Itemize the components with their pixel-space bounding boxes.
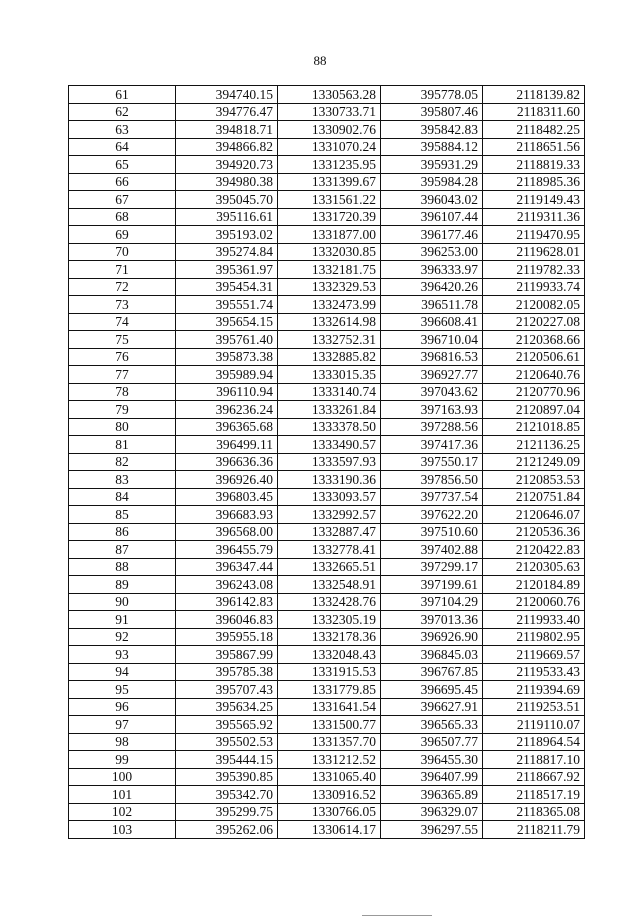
y1-cell: 1331235.95 — [278, 156, 381, 174]
y1-cell: 1331641.54 — [278, 698, 381, 716]
y1-cell: 1333261.84 — [278, 401, 381, 419]
point-number-cell: 93 — [69, 646, 176, 664]
y2-cell: 2118651.56 — [483, 138, 585, 156]
y1-cell: 1332887.47 — [278, 523, 381, 541]
x2-cell: 396507.77 — [381, 733, 483, 751]
x2-cell: 396329.07 — [381, 803, 483, 821]
point-number-cell: 82 — [69, 453, 176, 471]
y1-cell: 1331720.39 — [278, 208, 381, 226]
y1-cell: 1330563.28 — [278, 86, 381, 104]
x2-cell: 396043.02 — [381, 191, 483, 209]
y1-cell: 1330902.76 — [278, 121, 381, 139]
point-number-cell: 77 — [69, 366, 176, 384]
y2-cell: 2119628.01 — [483, 243, 585, 261]
x1-cell: 395565.92 — [176, 716, 278, 734]
table-row — [69, 331, 585, 349]
table-row — [69, 681, 585, 699]
x1-cell: 395045.70 — [176, 191, 278, 209]
page-number: 88 — [313, 53, 327, 68]
x2-cell: 396927.77 — [381, 366, 483, 384]
x1-cell: 395361.97 — [176, 261, 278, 279]
y1-cell: 1333378.50 — [278, 418, 381, 436]
table-row — [69, 663, 585, 681]
table-row — [69, 593, 585, 611]
point-number-cell: 61 — [69, 86, 176, 104]
x2-cell: 396407.99 — [381, 768, 483, 786]
y1-cell: 1333190.36 — [278, 471, 381, 489]
x2-cell: 395778.05 — [381, 86, 483, 104]
y2-cell: 2120536.36 — [483, 523, 585, 541]
x2-cell: 395884.12 — [381, 138, 483, 156]
y2-cell: 2120184.89 — [483, 576, 585, 594]
table-row — [69, 506, 585, 524]
x1-cell: 396347.44 — [176, 558, 278, 576]
y2-cell: 2119110.07 — [483, 716, 585, 734]
x1-cell: 396046.83 — [176, 611, 278, 629]
x2-cell: 397417.36 — [381, 436, 483, 454]
x1-cell: 396926.40 — [176, 471, 278, 489]
table-row — [69, 716, 585, 734]
x1-cell: 394740.15 — [176, 86, 278, 104]
x1-cell: 395274.84 — [176, 243, 278, 261]
x1-cell: 396636.36 — [176, 453, 278, 471]
table-row — [69, 786, 585, 804]
point-number-cell: 71 — [69, 261, 176, 279]
x2-cell: 397299.17 — [381, 558, 483, 576]
x1-cell: 396365.68 — [176, 418, 278, 436]
x2-cell: 397737.54 — [381, 488, 483, 506]
y1-cell: 1333015.35 — [278, 366, 381, 384]
point-number-cell: 69 — [69, 226, 176, 244]
point-number-cell: 92 — [69, 628, 176, 646]
point-number-cell: 76 — [69, 348, 176, 366]
x1-cell: 395634.25 — [176, 698, 278, 716]
point-number-cell: 68 — [69, 208, 176, 226]
y2-cell: 2119311.36 — [483, 208, 585, 226]
y1-cell: 1332030.85 — [278, 243, 381, 261]
x2-cell: 396107.44 — [381, 208, 483, 226]
x1-cell: 396243.08 — [176, 576, 278, 594]
x2-cell: 396845.03 — [381, 646, 483, 664]
x1-cell: 395551.74 — [176, 296, 278, 314]
y1-cell: 1333093.57 — [278, 488, 381, 506]
point-number-cell: 101 — [69, 786, 176, 804]
point-number-cell: 88 — [69, 558, 176, 576]
x2-cell: 396695.45 — [381, 681, 483, 699]
table-row — [69, 243, 585, 261]
table-row — [69, 208, 585, 226]
y1-cell: 1331399.67 — [278, 173, 381, 191]
y2-cell: 2119470.95 — [483, 226, 585, 244]
x2-cell: 397199.61 — [381, 576, 483, 594]
y1-cell: 1332548.91 — [278, 576, 381, 594]
x2-cell: 396816.53 — [381, 348, 483, 366]
x1-cell: 395707.43 — [176, 681, 278, 699]
x2-cell: 397622.20 — [381, 506, 483, 524]
y2-cell: 2120853.53 — [483, 471, 585, 489]
point-number-cell: 91 — [69, 611, 176, 629]
x2-cell: 396627.91 — [381, 698, 483, 716]
y2-cell: 2120368.66 — [483, 331, 585, 349]
x1-cell: 395654.15 — [176, 313, 278, 331]
y2-cell: 2118139.82 — [483, 86, 585, 104]
point-number-cell: 87 — [69, 541, 176, 559]
y2-cell: 2119802.95 — [483, 628, 585, 646]
y1-cell: 1330766.05 — [278, 803, 381, 821]
point-number-cell: 81 — [69, 436, 176, 454]
table-row — [69, 436, 585, 454]
table-row — [69, 541, 585, 559]
y1-cell: 1332473.99 — [278, 296, 381, 314]
table-row — [69, 523, 585, 541]
x1-cell: 395867.99 — [176, 646, 278, 664]
y2-cell: 2119933.40 — [483, 611, 585, 629]
y1-cell: 1332752.31 — [278, 331, 381, 349]
table-row — [69, 226, 585, 244]
table-row — [69, 733, 585, 751]
table-row — [69, 821, 585, 839]
x2-cell: 397043.62 — [381, 383, 483, 401]
y2-cell: 2118964.54 — [483, 733, 585, 751]
y1-cell: 1331877.00 — [278, 226, 381, 244]
table-row — [69, 156, 585, 174]
y1-cell: 1332048.43 — [278, 646, 381, 664]
point-number-cell: 64 — [69, 138, 176, 156]
y2-cell: 2121249.09 — [483, 453, 585, 471]
y1-cell: 1332178.36 — [278, 628, 381, 646]
x2-cell: 396177.46 — [381, 226, 483, 244]
y1-cell: 1331779.85 — [278, 681, 381, 699]
x1-cell: 395761.40 — [176, 331, 278, 349]
point-number-cell: 74 — [69, 313, 176, 331]
point-number-cell: 84 — [69, 488, 176, 506]
x1-cell: 395989.94 — [176, 366, 278, 384]
y2-cell: 2119394.69 — [483, 681, 585, 699]
x2-cell: 395931.29 — [381, 156, 483, 174]
y2-cell: 2119782.33 — [483, 261, 585, 279]
y2-cell: 2119669.57 — [483, 646, 585, 664]
y1-cell: 1332329.53 — [278, 278, 381, 296]
x1-cell: 396455.79 — [176, 541, 278, 559]
point-number-cell: 65 — [69, 156, 176, 174]
x1-cell: 395502.53 — [176, 733, 278, 751]
x2-cell: 396455.30 — [381, 751, 483, 769]
table-row — [69, 348, 585, 366]
y1-cell: 1331561.22 — [278, 191, 381, 209]
y2-cell: 2118311.60 — [483, 103, 585, 121]
x2-cell: 397856.50 — [381, 471, 483, 489]
point-number-cell: 78 — [69, 383, 176, 401]
x2-cell: 397402.88 — [381, 541, 483, 559]
y1-cell: 1331500.77 — [278, 716, 381, 734]
y1-cell: 1332665.51 — [278, 558, 381, 576]
x1-cell: 396803.45 — [176, 488, 278, 506]
x1-cell: 395262.06 — [176, 821, 278, 839]
y1-cell: 1331212.52 — [278, 751, 381, 769]
y2-cell: 2118667.92 — [483, 768, 585, 786]
x1-cell: 394776.47 — [176, 103, 278, 121]
x1-cell: 396236.24 — [176, 401, 278, 419]
table-row — [69, 296, 585, 314]
table-row — [69, 628, 585, 646]
y2-cell: 2118817.10 — [483, 751, 585, 769]
point-number-cell: 98 — [69, 733, 176, 751]
x1-cell: 394818.71 — [176, 121, 278, 139]
table-row — [69, 383, 585, 401]
y2-cell: 2118211.79 — [483, 821, 585, 839]
y1-cell: 1333140.74 — [278, 383, 381, 401]
table-row — [69, 313, 585, 331]
coordinates-table-body — [69, 86, 585, 839]
y2-cell: 2120422.83 — [483, 541, 585, 559]
y2-cell: 2120305.63 — [483, 558, 585, 576]
table-row — [69, 751, 585, 769]
x1-cell: 395444.15 — [176, 751, 278, 769]
x2-cell: 395842.83 — [381, 121, 483, 139]
y1-cell: 1332778.41 — [278, 541, 381, 559]
point-number-cell: 79 — [69, 401, 176, 419]
table-row — [69, 401, 585, 419]
point-number-cell: 99 — [69, 751, 176, 769]
point-number-cell: 80 — [69, 418, 176, 436]
x1-cell: 396568.00 — [176, 523, 278, 541]
x1-cell: 395299.75 — [176, 803, 278, 821]
x2-cell: 395807.46 — [381, 103, 483, 121]
table-row — [69, 768, 585, 786]
x2-cell: 396926.90 — [381, 628, 483, 646]
y2-cell: 2118985.36 — [483, 173, 585, 191]
x2-cell: 396253.00 — [381, 243, 483, 261]
point-number-cell: 73 — [69, 296, 176, 314]
x1-cell: 395342.70 — [176, 786, 278, 804]
point-number-cell: 83 — [69, 471, 176, 489]
x2-cell: 397013.36 — [381, 611, 483, 629]
point-number-cell: 70 — [69, 243, 176, 261]
y1-cell: 1330614.17 — [278, 821, 381, 839]
x1-cell: 394866.82 — [176, 138, 278, 156]
x1-cell: 396499.11 — [176, 436, 278, 454]
table-row — [69, 138, 585, 156]
y1-cell: 1333597.93 — [278, 453, 381, 471]
x2-cell: 396420.26 — [381, 278, 483, 296]
x1-cell: 395116.61 — [176, 208, 278, 226]
point-number-cell: 86 — [69, 523, 176, 541]
y1-cell: 1331915.53 — [278, 663, 381, 681]
point-number-cell: 102 — [69, 803, 176, 821]
x2-cell: 396333.97 — [381, 261, 483, 279]
table-row — [69, 488, 585, 506]
x1-cell: 396142.83 — [176, 593, 278, 611]
y2-cell: 2118365.08 — [483, 803, 585, 821]
x1-cell: 395873.38 — [176, 348, 278, 366]
x1-cell: 396110.94 — [176, 383, 278, 401]
y2-cell: 2119149.43 — [483, 191, 585, 209]
scan-edge-mark — [362, 915, 432, 916]
x2-cell: 396710.04 — [381, 331, 483, 349]
y1-cell: 1332992.57 — [278, 506, 381, 524]
y2-cell: 2119533.43 — [483, 663, 585, 681]
y2-cell: 2121018.85 — [483, 418, 585, 436]
x2-cell: 396365.89 — [381, 786, 483, 804]
x2-cell: 397104.29 — [381, 593, 483, 611]
table-row — [69, 278, 585, 296]
table-row — [69, 698, 585, 716]
coordinates-table — [68, 85, 585, 839]
table-row — [69, 558, 585, 576]
table-row — [69, 803, 585, 821]
x2-cell: 395984.28 — [381, 173, 483, 191]
y2-cell: 2121136.25 — [483, 436, 585, 454]
table-row — [69, 86, 585, 104]
x2-cell: 397163.93 — [381, 401, 483, 419]
y1-cell: 1332181.75 — [278, 261, 381, 279]
x1-cell: 395955.18 — [176, 628, 278, 646]
y1-cell: 1332614.98 — [278, 313, 381, 331]
table-row — [69, 173, 585, 191]
point-number-cell: 67 — [69, 191, 176, 209]
table-row — [69, 103, 585, 121]
x1-cell: 395785.38 — [176, 663, 278, 681]
point-number-cell: 72 — [69, 278, 176, 296]
point-number-cell: 94 — [69, 663, 176, 681]
y1-cell: 1333490.57 — [278, 436, 381, 454]
x2-cell: 397510.60 — [381, 523, 483, 541]
y2-cell: 2120506.61 — [483, 348, 585, 366]
x1-cell: 396683.93 — [176, 506, 278, 524]
table-row — [69, 576, 585, 594]
point-number-cell: 62 — [69, 103, 176, 121]
y2-cell: 2120897.04 — [483, 401, 585, 419]
y1-cell: 1332428.76 — [278, 593, 381, 611]
x1-cell: 394980.38 — [176, 173, 278, 191]
x1-cell: 395454.31 — [176, 278, 278, 296]
table-row — [69, 366, 585, 384]
y2-cell: 2119253.51 — [483, 698, 585, 716]
y1-cell: 1332305.19 — [278, 611, 381, 629]
x1-cell: 394920.73 — [176, 156, 278, 174]
x2-cell: 396608.41 — [381, 313, 483, 331]
x2-cell: 397550.17 — [381, 453, 483, 471]
y2-cell: 2120751.84 — [483, 488, 585, 506]
y2-cell: 2118517.19 — [483, 786, 585, 804]
y2-cell: 2120640.76 — [483, 366, 585, 384]
x1-cell: 395390.85 — [176, 768, 278, 786]
point-number-cell: 103 — [69, 821, 176, 839]
x2-cell: 397288.56 — [381, 418, 483, 436]
x2-cell: 396767.85 — [381, 663, 483, 681]
x1-cell: 395193.02 — [176, 226, 278, 244]
point-number-cell: 90 — [69, 593, 176, 611]
y2-cell: 2118482.25 — [483, 121, 585, 139]
y2-cell: 2120227.08 — [483, 313, 585, 331]
x2-cell: 396297.55 — [381, 821, 483, 839]
y2-cell: 2118819.33 — [483, 156, 585, 174]
point-number-cell: 63 — [69, 121, 176, 139]
table-row — [69, 646, 585, 664]
table-row — [69, 611, 585, 629]
point-number-cell: 75 — [69, 331, 176, 349]
table-row — [69, 471, 585, 489]
y2-cell: 2120060.76 — [483, 593, 585, 611]
point-number-cell: 96 — [69, 698, 176, 716]
y2-cell: 2120646.07 — [483, 506, 585, 524]
point-number-cell: 95 — [69, 681, 176, 699]
x2-cell: 396565.33 — [381, 716, 483, 734]
y2-cell: 2119933.74 — [483, 278, 585, 296]
point-number-cell: 66 — [69, 173, 176, 191]
table-row — [69, 453, 585, 471]
y1-cell: 1330916.52 — [278, 786, 381, 804]
y1-cell: 1330733.71 — [278, 103, 381, 121]
table-row — [69, 121, 585, 139]
point-number-cell: 97 — [69, 716, 176, 734]
table-row — [69, 418, 585, 436]
y2-cell: 2120770.96 — [483, 383, 585, 401]
y1-cell: 1331070.24 — [278, 138, 381, 156]
point-number-cell: 85 — [69, 506, 176, 524]
y1-cell: 1331065.40 — [278, 768, 381, 786]
point-number-cell: 100 — [69, 768, 176, 786]
y2-cell: 2120082.05 — [483, 296, 585, 314]
point-number-cell: 89 — [69, 576, 176, 594]
x2-cell: 396511.78 — [381, 296, 483, 314]
table-row — [69, 261, 585, 279]
y1-cell: 1332885.82 — [278, 348, 381, 366]
y1-cell: 1331357.70 — [278, 733, 381, 751]
table-row — [69, 191, 585, 209]
